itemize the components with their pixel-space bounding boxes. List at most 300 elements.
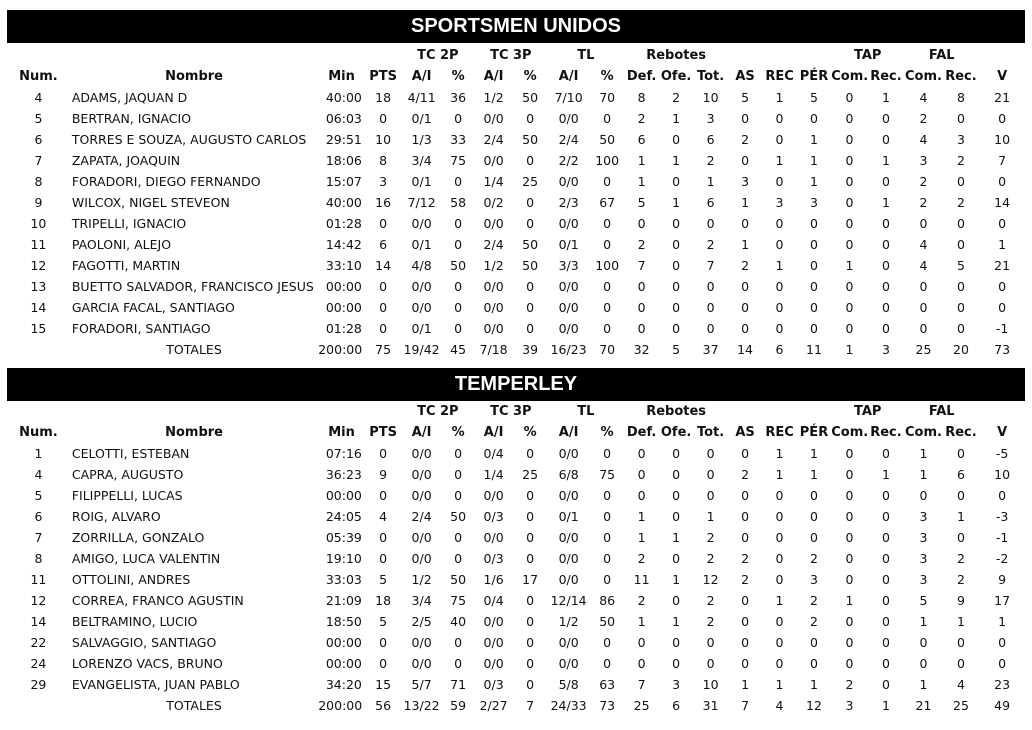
stat-cell: 0/0 — [411, 488, 432, 503]
stat-cell: 75 — [599, 467, 616, 482]
stat-cell: 0 — [603, 530, 612, 545]
stat-cell: 0 — [919, 635, 928, 650]
stat-cell: 50 — [522, 258, 539, 273]
player-number: 11 — [30, 572, 47, 587]
stat-cell: 0 — [881, 216, 890, 231]
stat-cell: 00:00 — [325, 488, 362, 503]
total-cell: 19/42 — [403, 342, 440, 357]
stat-cell: 0 — [526, 635, 535, 650]
stat-cell: 50 — [522, 90, 539, 105]
stat-cell: 0 — [603, 174, 612, 189]
stat-cell: 3/4 — [411, 153, 432, 168]
stat-cell: 0 — [454, 300, 463, 315]
stat-cell: 40 — [450, 614, 467, 629]
stat-cell: 1 — [775, 593, 784, 608]
stat-cell: 0 — [637, 446, 646, 461]
group-header-cell: TC 3P — [490, 404, 532, 419]
stat-cell: 0/0 — [558, 530, 579, 545]
stat-cell: 0 — [881, 656, 890, 671]
stat-cell: 0/3 — [483, 551, 504, 566]
stat-cell: 0 — [526, 509, 535, 524]
stat-cell: 7 — [998, 153, 1007, 168]
stat-cell: 50 — [450, 572, 467, 587]
column-header: Com. — [831, 69, 868, 84]
stat-cell: 0 — [603, 279, 612, 294]
stat-cell: 71 — [450, 677, 467, 692]
stat-cell: 0 — [845, 656, 854, 671]
column-header: Nombre — [165, 69, 223, 84]
stat-cell: 3 — [957, 132, 965, 147]
stat-cell: 6 — [706, 132, 715, 147]
stat-cell: 0 — [379, 279, 388, 294]
group-header-cell — [762, 45, 796, 66]
player-name: FORADORI, SANTIAGO — [71, 321, 211, 336]
group-header-row — [7, 401, 1025, 422]
column-header: AS — [735, 69, 755, 84]
stat-cell: 0 — [741, 656, 750, 671]
stat-cell: 5/7 — [411, 677, 432, 692]
total-cell: 16/23 — [550, 342, 587, 357]
totals-row — [7, 339, 1025, 360]
player-number: 29 — [30, 677, 47, 692]
stat-cell: 10 — [375, 132, 392, 147]
column-header: % — [523, 425, 537, 440]
stat-cell: 0/0 — [483, 111, 504, 126]
stat-cell: 1 — [775, 258, 784, 273]
group-header-cell: Rebotes — [646, 48, 707, 63]
stat-cell: 7 — [637, 258, 646, 273]
player-number: 9 — [34, 195, 43, 210]
stat-cell: 0 — [741, 635, 750, 650]
stat-cell: 10 — [994, 132, 1011, 147]
stat-cell: 0 — [741, 488, 750, 503]
stat-cell: 0 — [672, 237, 681, 252]
stat-cell: 0 — [919, 656, 928, 671]
stat-cell: 16 — [375, 195, 392, 210]
stat-cell: 14:42 — [325, 237, 362, 252]
stat-cell: 0 — [672, 300, 681, 315]
stat-cell: 0 — [845, 216, 854, 231]
stat-cell: 0 — [998, 488, 1007, 503]
stat-cell: 0 — [706, 279, 715, 294]
stat-cell: 14 — [375, 258, 392, 273]
stat-cell: -1 — [995, 530, 1009, 545]
stat-cell: 0 — [810, 237, 818, 252]
column-header: Def. — [626, 69, 657, 84]
stat-cell: 0 — [957, 237, 965, 252]
total-cell: 45 — [450, 342, 467, 357]
stat-cell: 0/0 — [411, 551, 432, 566]
stat-cell: 10 — [702, 677, 719, 692]
stat-cell: 0 — [526, 153, 535, 168]
stat-cell: 0 — [454, 530, 463, 545]
stat-cell: 0 — [526, 614, 535, 629]
group-header-cell — [7, 45, 70, 66]
stat-cell: 8 — [637, 90, 646, 105]
stat-cell: 0 — [881, 509, 890, 524]
player-row — [7, 548, 1025, 569]
stat-cell: 0 — [379, 111, 388, 126]
stat-cell: 00:00 — [325, 656, 362, 671]
stat-cell: 0/0 — [411, 635, 432, 650]
stat-cell: 0 — [672, 509, 681, 524]
stat-cell: 0 — [379, 551, 388, 566]
stat-cell: 0 — [845, 237, 854, 252]
stat-cell: 0/0 — [558, 488, 579, 503]
stat-cell: 2/3 — [558, 195, 579, 210]
stat-cell: 0 — [998, 635, 1007, 650]
stat-cell: 0 — [526, 111, 535, 126]
stat-cell: 9 — [998, 572, 1007, 587]
stat-cell: 1/6 — [483, 572, 504, 587]
stat-cell: 6 — [957, 467, 965, 482]
player-row — [7, 653, 1025, 674]
stat-cell: 0 — [603, 300, 612, 315]
group-header-cell — [70, 45, 318, 66]
stat-cell: 2 — [637, 551, 646, 566]
stat-cell: 0 — [526, 216, 535, 231]
stat-cell: 2 — [741, 467, 750, 482]
player-name: FORADORI, DIEGO FERNANDO — [71, 174, 261, 189]
total-cell: 2/27 — [479, 698, 508, 713]
stat-cell: 1 — [998, 237, 1007, 252]
stat-cell: 0 — [379, 656, 388, 671]
stat-cell: 0 — [919, 216, 928, 231]
player-number: 11 — [30, 237, 47, 252]
total-cell: 3 — [845, 698, 854, 713]
stat-cell: 25 — [522, 467, 539, 482]
total-cell: 7 — [526, 698, 535, 713]
player-number: 6 — [34, 132, 43, 147]
stat-cell: 18 — [375, 593, 392, 608]
stat-cell: 8 — [957, 90, 965, 105]
stat-cell: 0 — [881, 258, 890, 273]
stat-cell: -1 — [995, 321, 1009, 336]
stat-cell: 0/0 — [483, 321, 504, 336]
stat-cell: 2 — [706, 237, 715, 252]
stat-cell: 2 — [706, 530, 715, 545]
stat-cell: 0/0 — [558, 656, 579, 671]
stat-cell: 0 — [775, 635, 784, 650]
player-name: ROIG, ALVARO — [71, 509, 161, 524]
stat-cell: 0 — [603, 509, 612, 524]
column-header: V — [997, 425, 1008, 440]
stat-cell: 0/0 — [558, 321, 579, 336]
stat-cell: 0 — [379, 216, 388, 231]
stat-cell: 0 — [672, 593, 681, 608]
total-cell: 32 — [633, 342, 650, 357]
stat-cell: 0/0 — [483, 153, 504, 168]
total-cell: 14 — [737, 342, 754, 357]
stat-cell: 1 — [810, 174, 818, 189]
column-header: % — [451, 69, 465, 84]
total-cell: 25 — [633, 698, 650, 713]
stat-cell: 5 — [810, 90, 818, 105]
total-cell: 200:00 — [318, 342, 363, 357]
stat-cell: 0 — [672, 656, 681, 671]
stat-cell: 0 — [379, 446, 388, 461]
player-number: 4 — [34, 90, 43, 105]
group-header-row — [7, 45, 1025, 66]
stat-cell: 0 — [637, 216, 646, 231]
stat-cell: 3 — [919, 509, 928, 524]
column-header: Rec. — [945, 425, 977, 440]
stat-cell: 23 — [994, 677, 1011, 692]
stat-cell: 0 — [637, 279, 646, 294]
stat-cell: 5 — [379, 614, 388, 629]
stat-cell: 0 — [637, 635, 646, 650]
stat-cell: 4 — [379, 509, 388, 524]
stat-cell: 0 — [810, 279, 818, 294]
stat-cell: 0/0 — [483, 216, 504, 231]
stat-cell: 1 — [775, 90, 784, 105]
stat-cell: 0 — [454, 321, 463, 336]
stat-cell: 0/1 — [411, 237, 432, 252]
player-row — [7, 108, 1025, 129]
stat-cell: 2 — [741, 551, 750, 566]
stat-cell: 0 — [845, 635, 854, 650]
stat-cell: 0 — [775, 509, 784, 524]
group-header-cell: TC 2P — [417, 48, 459, 63]
stat-cell: 0 — [775, 530, 784, 545]
total-cell — [7, 339, 70, 360]
column-header: Tot. — [696, 425, 725, 440]
stat-cell: 0/0 — [411, 446, 432, 461]
stat-cell: 0 — [379, 488, 388, 503]
stat-cell: 1/2 — [483, 258, 504, 273]
stat-cell: 0 — [775, 321, 784, 336]
stat-cell: 0 — [603, 635, 612, 650]
column-header: PTS — [369, 69, 397, 84]
team-name: SPORTSMEN UNIDOS — [410, 15, 622, 37]
stat-cell: 0 — [672, 635, 681, 650]
stat-cell: 2 — [810, 593, 818, 608]
stat-cell: 8 — [379, 153, 388, 168]
column-header: Min — [328, 69, 355, 84]
stat-cell: 2/4 — [558, 132, 579, 147]
player-row — [7, 87, 1025, 108]
stat-cell: 36:23 — [325, 467, 362, 482]
stat-cell: 1 — [957, 509, 965, 524]
player-row — [7, 150, 1025, 171]
group-header-cell: FAL — [928, 48, 955, 63]
stat-cell: 0 — [526, 300, 535, 315]
stat-cell: 2 — [957, 572, 965, 587]
stat-cell: 0 — [998, 216, 1007, 231]
stat-cell: 0 — [672, 216, 681, 231]
stat-cell: 1 — [672, 530, 681, 545]
stat-cell: 0 — [672, 467, 681, 482]
column-header: A/I — [483, 69, 504, 84]
player-number: 24 — [30, 656, 47, 671]
box-score-table — [7, 45, 1025, 360]
stat-cell: 0 — [845, 153, 854, 168]
stat-cell: 0 — [741, 509, 750, 524]
stat-cell: 2 — [741, 572, 750, 587]
column-header-row — [7, 66, 1025, 87]
stat-cell: 6 — [637, 132, 646, 147]
stat-cell: 0 — [957, 446, 965, 461]
stat-cell: 0 — [810, 509, 818, 524]
stat-cell: 1 — [672, 111, 681, 126]
stat-cell: 1 — [775, 467, 784, 482]
stat-cell: 0 — [845, 551, 854, 566]
total-cell: 59 — [450, 698, 467, 713]
stat-cell: 0 — [810, 530, 818, 545]
stat-cell: 0/0 — [411, 279, 432, 294]
player-row — [7, 527, 1025, 548]
stat-cell: 0 — [741, 446, 750, 461]
stat-cell: 01:28 — [325, 321, 362, 336]
total-cell: 7 — [741, 698, 750, 713]
stat-cell: 0 — [957, 656, 965, 671]
stat-cell: 07:16 — [325, 446, 362, 461]
totals-label: TOTALES — [166, 342, 222, 357]
stat-cell: 1/4 — [483, 467, 504, 482]
total-cell: 200:00 — [318, 698, 363, 713]
stat-cell: 1 — [775, 446, 784, 461]
stat-cell: 2 — [706, 551, 715, 566]
column-header: % — [600, 69, 614, 84]
player-number: 7 — [34, 530, 43, 545]
player-number: 5 — [34, 488, 43, 503]
stat-cell: 0/0 — [411, 530, 432, 545]
stat-cell: 0 — [706, 321, 715, 336]
column-header: Ofe. — [660, 69, 692, 84]
player-name: BELTRAMINO, LUCIO — [71, 614, 198, 629]
player-name: CELOTTI, ESTEBAN — [71, 446, 190, 461]
stat-cell: 0 — [454, 216, 463, 231]
stat-cell: 0 — [881, 551, 890, 566]
stat-cell: 0 — [957, 321, 965, 336]
stat-cell: 0 — [603, 656, 612, 671]
player-number: 15 — [30, 321, 47, 336]
player-number: 4 — [34, 467, 43, 482]
column-header: A/I — [411, 69, 432, 84]
group-header-cell — [728, 401, 762, 422]
stat-cell: 0 — [706, 216, 715, 231]
stat-cell: 0 — [526, 321, 535, 336]
stat-cell: 0 — [603, 488, 612, 503]
stat-cell: 0 — [603, 237, 612, 252]
stat-cell: 3 — [919, 572, 928, 587]
stat-cell: 58 — [450, 195, 467, 210]
stat-cell: 0 — [672, 132, 681, 147]
stat-cell: 0 — [845, 90, 854, 105]
player-row — [7, 297, 1025, 318]
stat-cell: 0 — [775, 572, 784, 587]
stat-cell: 0 — [454, 467, 463, 482]
stat-cell: 0 — [845, 132, 854, 147]
stat-cell: 0 — [845, 614, 854, 629]
stat-cell: 15 — [375, 677, 392, 692]
team-title-bar — [7, 368, 1025, 401]
stat-cell: 0 — [845, 488, 854, 503]
group-header-cell: TAP — [854, 48, 882, 63]
stat-cell: 33:10 — [325, 258, 362, 273]
stat-cell: 1 — [637, 153, 646, 168]
column-header: PTS — [369, 425, 397, 440]
box-score-table — [7, 401, 1025, 716]
stat-cell: -3 — [995, 509, 1009, 524]
stat-cell: 3/3 — [558, 258, 579, 273]
total-cell: 56 — [375, 698, 392, 713]
stat-cell: 0 — [810, 656, 818, 671]
stat-cell: 0 — [454, 237, 463, 252]
stat-cell: 3 — [919, 530, 928, 545]
stat-cell: 3 — [741, 174, 750, 189]
stat-cell: 0 — [706, 446, 715, 461]
stat-cell: 0 — [957, 300, 965, 315]
stat-cell: 0 — [775, 132, 784, 147]
total-cell: 6 — [775, 342, 784, 357]
stat-cell: 2 — [957, 153, 965, 168]
stat-cell: 0 — [881, 677, 890, 692]
stat-cell: 9 — [957, 593, 965, 608]
total-cell — [7, 695, 70, 716]
stat-cell: 0 — [957, 216, 965, 231]
stat-cell: 0 — [454, 174, 463, 189]
stat-cell: 6 — [706, 195, 715, 210]
column-header: Def. — [626, 425, 657, 440]
stat-cell: 0/3 — [483, 677, 504, 692]
stat-cell: 12 — [702, 572, 719, 587]
stat-cell: 4 — [957, 677, 965, 692]
stat-cell: 0 — [741, 321, 750, 336]
column-header-row — [7, 422, 1025, 443]
stat-cell: 1 — [881, 467, 890, 482]
stat-cell: 33 — [450, 132, 467, 147]
stat-cell: 1 — [810, 467, 818, 482]
stat-cell: 0/1 — [411, 321, 432, 336]
stat-cell: 2 — [706, 614, 715, 629]
stat-cell: 0 — [845, 279, 854, 294]
total-cell: 25 — [915, 342, 932, 357]
stat-cell: 0 — [881, 488, 890, 503]
stat-cell: 70 — [599, 90, 616, 105]
player-name: CORREA, FRANCO AGUSTIN — [71, 593, 244, 608]
total-cell: 20 — [953, 342, 969, 357]
stat-cell: 4 — [919, 258, 928, 273]
stat-cell: -5 — [995, 446, 1009, 461]
stat-cell: 0 — [526, 488, 535, 503]
column-header: A/I — [483, 425, 504, 440]
player-name: TORRES E SOUZA, AUGUSTO CARLOS — [71, 132, 307, 147]
stat-cell: 0 — [637, 321, 646, 336]
stat-cell: 1 — [637, 174, 646, 189]
stat-cell: 1 — [706, 509, 715, 524]
stat-cell: 2 — [919, 111, 928, 126]
total-cell: 1 — [881, 698, 890, 713]
total-cell: 39 — [522, 342, 539, 357]
player-row — [7, 443, 1025, 464]
stat-cell: 1/4 — [483, 174, 504, 189]
stat-cell: 0 — [845, 572, 854, 587]
stat-cell: 0 — [775, 551, 784, 566]
column-header: Num. — [19, 69, 58, 84]
total-cell: 11 — [806, 342, 822, 357]
stat-cell: 5 — [741, 90, 750, 105]
stat-cell: 0 — [637, 488, 646, 503]
stat-cell: 0/1 — [558, 509, 579, 524]
stat-cell: 100 — [595, 258, 620, 273]
stat-cell: 0 — [845, 174, 854, 189]
column-header: Num. — [19, 425, 58, 440]
stat-cell: 25 — [522, 174, 539, 189]
stat-cell: 0/0 — [483, 530, 504, 545]
stat-cell: 0 — [998, 174, 1007, 189]
stat-cell: 50 — [599, 132, 616, 147]
